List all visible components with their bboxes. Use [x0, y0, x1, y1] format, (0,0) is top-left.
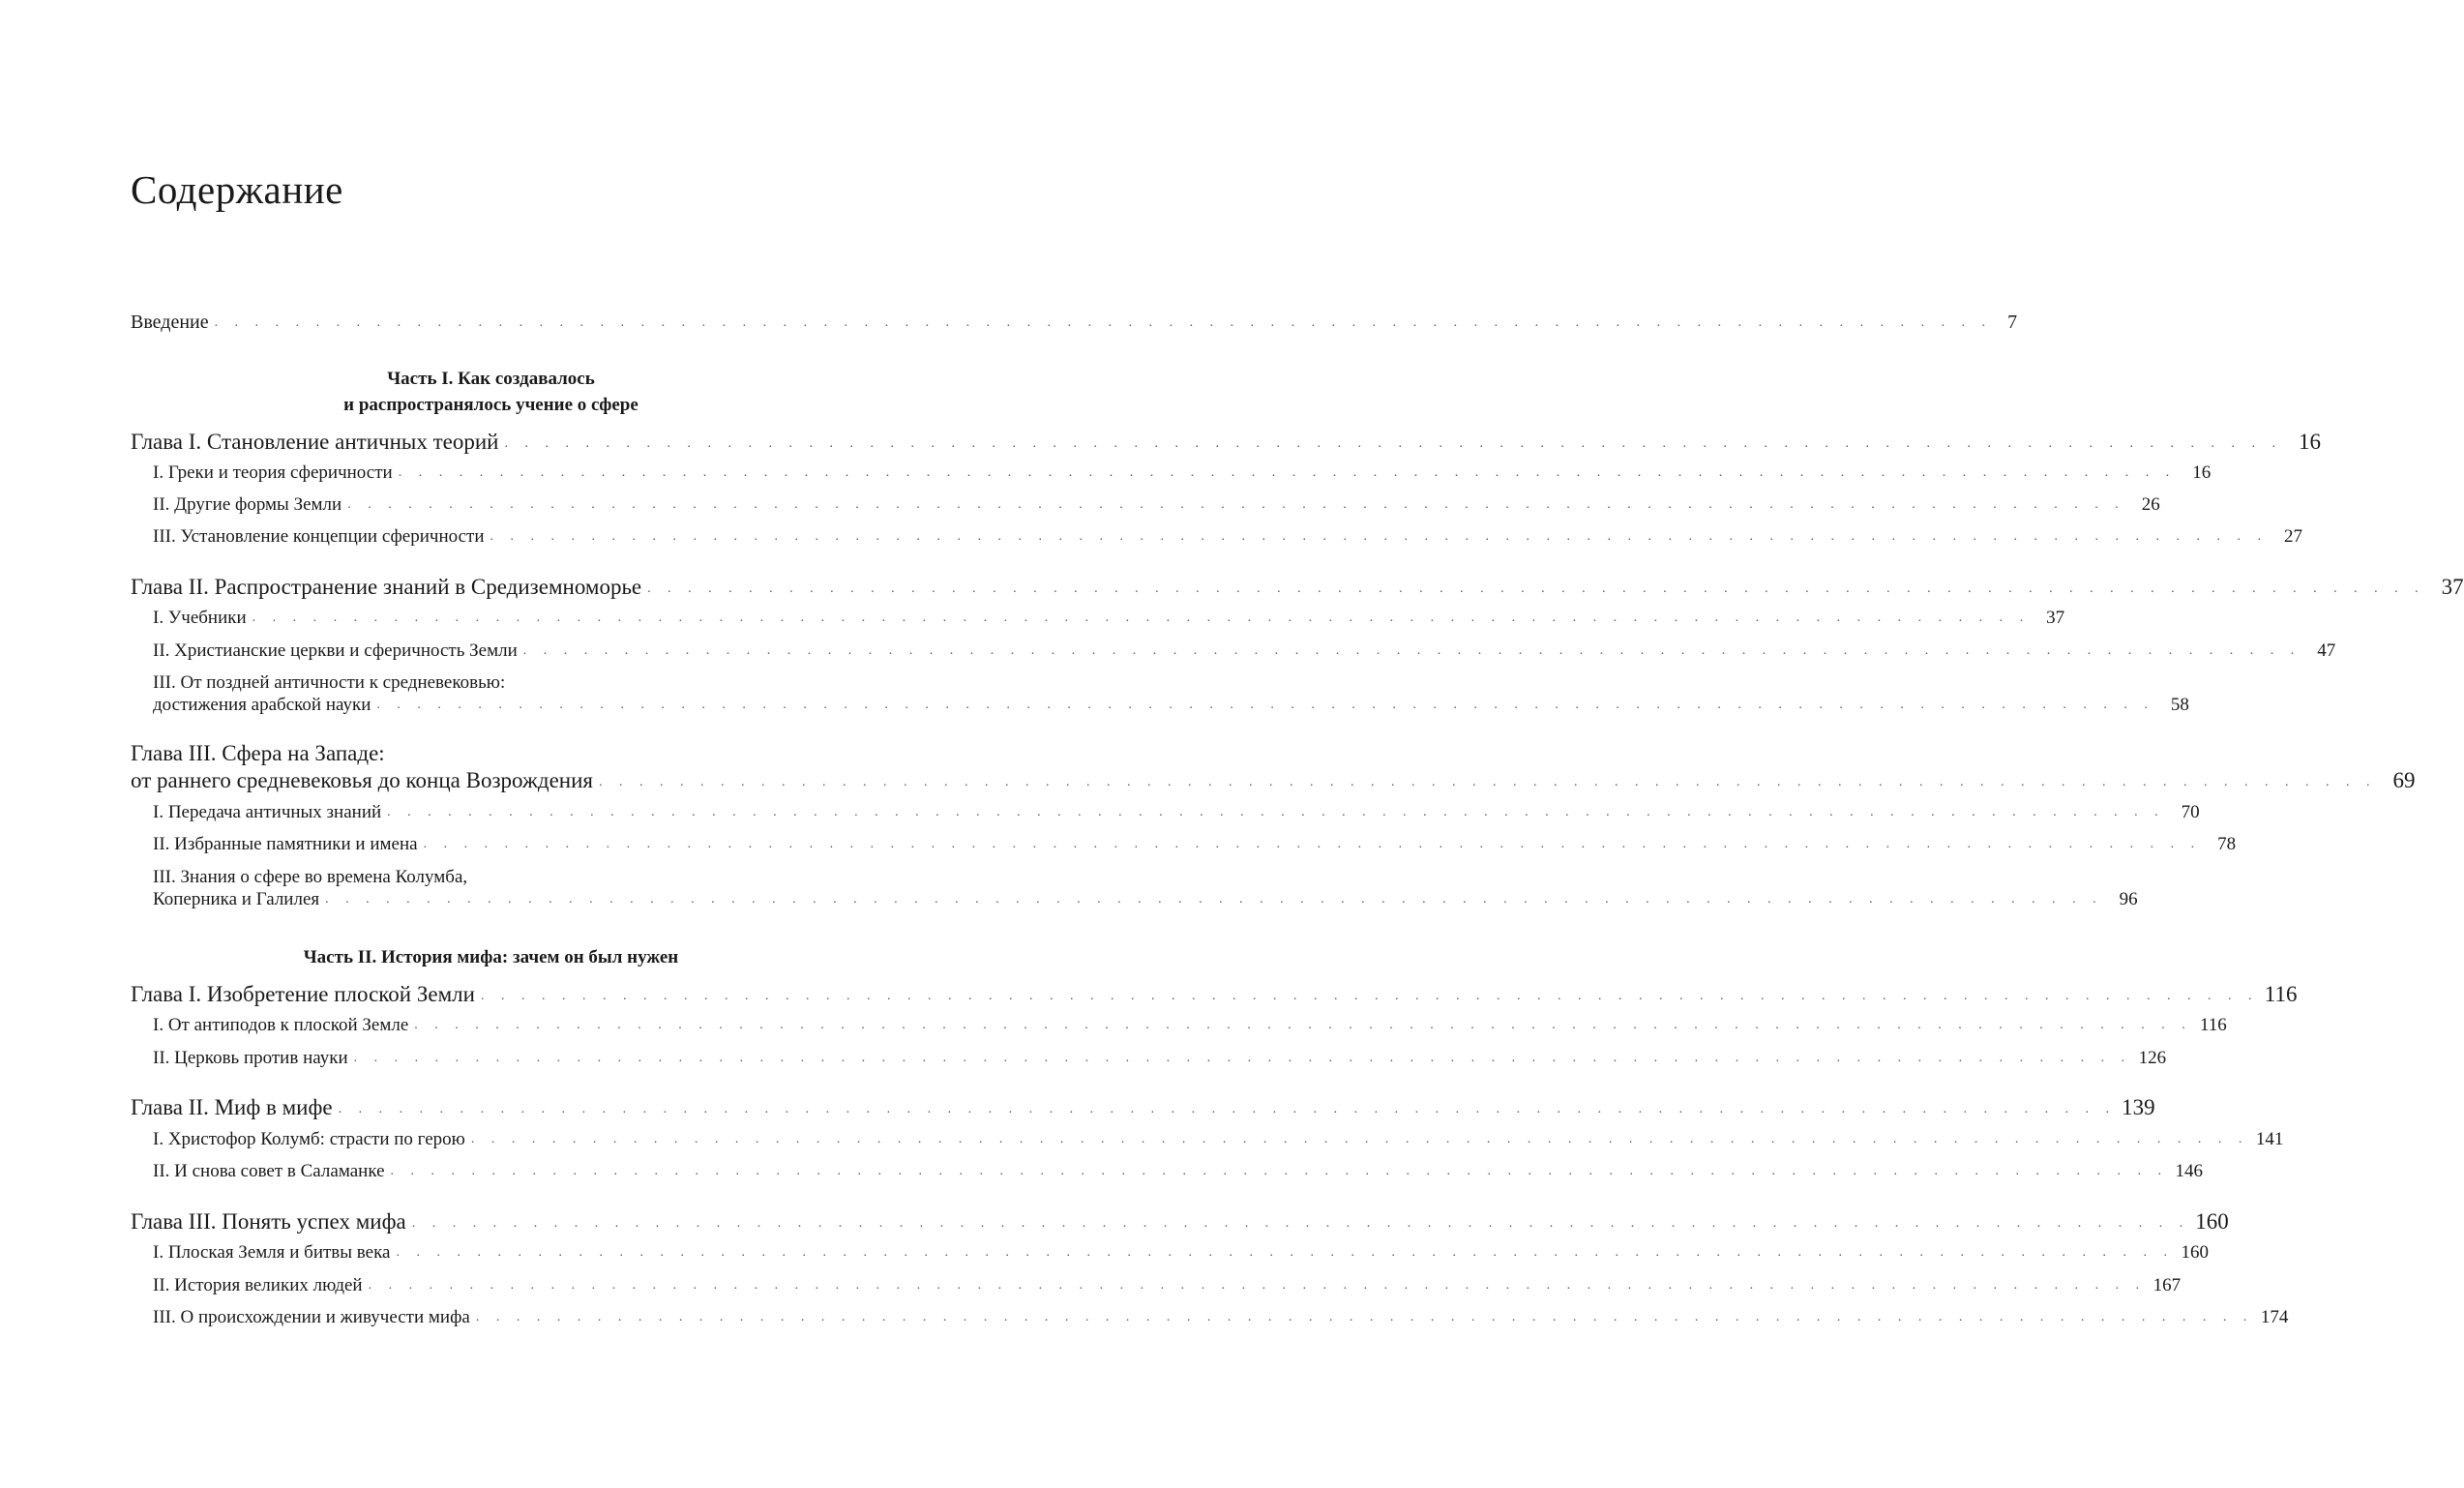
- toc-section[interactable]: [153, 1161, 2204, 1182]
- toc-section-label: I. От антиподов к плоской Земле: [153, 1015, 409, 1035]
- toc-page-number: 26: [2141, 494, 2160, 515]
- toc-section-label: I. Передача античных знаний: [153, 802, 382, 822]
- toc-chapter-label-line[interactable]: Глава III. Сфера на Западе:: [131, 741, 385, 765]
- toc-section-label: Коперника и Галилея: [153, 889, 320, 909]
- dot-leader: . . . . . . . . . . . . . . . . . . . . . . . . . . . . . . . . . . . . . . . . . . . . . . . . . . . . . . . . . . . . . . . . . . . . . . . . . . . . . . . . . . . . . . . .: [522, 643, 2301, 658]
- toc-chapter[interactable]: [131, 1095, 2155, 1120]
- toc-page-number: 69: [2392, 768, 2416, 792]
- toc-section-label-line[interactable]: III. От поздней античности к средневековью:: [153, 672, 506, 693]
- toc-chapter[interactable]: [131, 430, 2321, 455]
- toc-entry-intro[interactable]: [131, 312, 2018, 334]
- part-heading-line: Часть I. Как создавалось: [387, 369, 595, 389]
- toc-page-number: 126: [2138, 1048, 2167, 1068]
- dot-leader: . . . . . . . . . . . . . . . . . . . . . . . . . . . . . . . . . . . . . . . . . . . . . . . . . . . . . . . . . . . . . . . . . . . . . . . . . . . . . . . . . . . . . . . .: [376, 698, 2154, 712]
- dot-leader: . . . . . . . . . . . . . . . . . . . . . . . . . . . . . . . . . . . . . . . . . . . . . . . . . . . . . . . . . . . . . . . . . . . . . . . . . . . . . . . . . . . . . . . .: [598, 775, 2377, 789]
- toc-section-label: I. Учебники: [153, 608, 247, 628]
- toc-page-number: 37: [2046, 608, 2065, 628]
- dot-leader: . . . . . . . . . . . . . . . . . . . . . . . . . . . . . . . . . . . . . . . . . . . . . . . . . . . . . . . . . . . . . . . . . . . . . . . . . . . . . . . . . . . . . . . .: [411, 1216, 2190, 1231]
- toc-section[interactable]: [153, 526, 2303, 548]
- toc-section-label: II. Другие формы Земли: [153, 494, 342, 515]
- toc-section[interactable]: [153, 1275, 2182, 1296]
- toc-page-number: 160: [2195, 1209, 2229, 1234]
- toc-chapter-label: Глава I. Изобретение плоской Земли: [131, 982, 475, 1006]
- toc-page-number: 37: [2441, 575, 2464, 599]
- dot-leader: . . . . . . . . . . . . . . . . . . . . . . . . . . . . . . . . . . . . . . . . . . . . . . . . . . . . . . . . . . . . . . . . . . . . . . . . . . . . . . . . . . . . . . . .: [504, 436, 2282, 451]
- part-heading: [131, 366, 851, 418]
- toc-chapter-label: от раннего средневековья до конца Возрождения: [131, 768, 593, 792]
- toc-page-number: 78: [2217, 834, 2237, 854]
- toc-chapter-label: Глава II. Миф в мифе: [131, 1095, 333, 1119]
- toc-page-number: 96: [2119, 889, 2138, 909]
- page-title: Содержание: [131, 167, 343, 212]
- toc-page-number: 16: [2298, 430, 2321, 454]
- toc-page-number: 47: [2317, 640, 2336, 661]
- toc-section-label: III. Установление концепции сферичности: [153, 526, 485, 547]
- dot-leader: . . . . . . . . . . . . . . . . . . . . . . . . . . . . . . . . . . . . . . . . . . . . . . . . . . . . . . . . . . . . . . . . . . . . . . . . . . . . . . . . . . . . . . . .: [353, 1051, 2132, 1065]
- toc-page-number: 167: [2152, 1275, 2182, 1295]
- toc-page-number: 116: [2200, 1015, 2227, 1035]
- part-heading-line: Часть II. История мифа: зачем он был нужен: [303, 947, 679, 967]
- toc-section-label-line[interactable]: III. Знания о сфере во времена Колумба,: [153, 867, 468, 887]
- toc-section[interactable]: [153, 1242, 2209, 1264]
- dot-leader: . . . . . . . . . . . . . . . . . . . . . . . . . . . . . . . . . . . . . . . . . . . . . . . . . . . . . . . . . . . . . . . . . . . . . . . . . . . . . . . . . . . . . . . .: [390, 1164, 2169, 1178]
- toc-chapter[interactable]: [131, 575, 2464, 600]
- toc-page-number: 7: [2007, 312, 2018, 333]
- dot-leader: . . . . . . . . . . . . . . . . . . . . . . . . . . . . . . . . . . . . . . . . . . . . . . . . . . . . . . . . . . . . . . . . . . . . . . . . . . . . . . . . . . . . . . . .: [423, 837, 2202, 851]
- toc-page-number: 146: [2175, 1161, 2204, 1181]
- toc-section[interactable]: [153, 462, 2212, 484]
- toc-chapter[interactable]: [131, 768, 2416, 793]
- toc-section[interactable]: [153, 608, 2065, 629]
- toc-chapter-label: Глава III. Понять успех мифа: [131, 1209, 406, 1234]
- dot-leader: . . . . . . . . . . . . . . . . . . . . . . . . . . . . . . . . . . . . . . . . . . . . . . . . . . . . . . . . . . . . . . . . . . . . . . . . . . . . . . . . . . . . . . . .: [647, 581, 2425, 596]
- dot-leader: . . . . . . . . . . . . . . . . . . . . . . . . . . . . . . . . . . . . . . . . . . . . . . . . . . . . . . . . . . . . . . . . . . . . . . . . . . . . . . . . . . . . . . . .: [214, 315, 1993, 330]
- toc-section-label: I. Греки и теория сферичности: [153, 462, 393, 483]
- toc-chapter[interactable]: [131, 1209, 2229, 1235]
- toc-page-number: 27: [2284, 526, 2303, 547]
- toc-section-label: достижения арабской науки: [153, 695, 371, 715]
- toc-chapter-label: Глава II. Распространение знаний в Средиземноморье: [131, 575, 642, 599]
- toc-section-label: I. Плоская Земля и битвы века: [153, 1242, 391, 1263]
- toc-section[interactable]: [153, 494, 2160, 516]
- toc-section-label: II. Избранные памятники и имена: [153, 834, 418, 854]
- toc-section[interactable]: [153, 889, 2138, 910]
- dot-leader: . . . . . . . . . . . . . . . . . . . . . . . . . . . . . . . . . . . . . . . . . . . . . . . . . . . . . . . . . . . . . . . . . . . . . . . . . . . . . . . . . . . . . . . .: [347, 497, 2125, 512]
- toc-section-label: II. И снова совет в Саламанке: [153, 1161, 385, 1181]
- toc-section[interactable]: [153, 695, 2189, 716]
- toc-page-number: 58: [2170, 695, 2189, 715]
- toc-page-number: 141: [2255, 1129, 2284, 1149]
- toc-section[interactable]: [153, 1015, 2227, 1036]
- toc-section[interactable]: [153, 1129, 2284, 1150]
- part-heading: [131, 944, 851, 970]
- toc-page-number: 139: [2122, 1095, 2155, 1119]
- toc-chapter-label: Глава I. Становление античных теорий: [131, 430, 499, 454]
- toc-section[interactable]: [153, 1307, 2289, 1328]
- toc-section-label: II. Христианские церкви и сферичность Земли: [153, 640, 518, 661]
- dot-leader: . . . . . . . . . . . . . . . . . . . . . . . . . . . . . . . . . . . . . . . . . . . . . . . . . . . . . . . . . . . . . . . . . . . . . . . . . . . . . . . . . . . . . . . .: [338, 1102, 2117, 1116]
- toc-section-label: III. О происхождении и живучести мифа: [153, 1307, 470, 1327]
- dot-leader: . . . . . . . . . . . . . . . . . . . . . . . . . . . . . . . . . . . . . . . . . . . . . . . . . . . . . . . . . . . . . . . . . . . . . . . . . . . . . . . . . . . . . . . .: [387, 805, 2165, 819]
- dot-leader: . . . . . . . . . . . . . . . . . . . . . . . . . . . . . . . . . . . . . . . . . . . . . . . . . . . . . . . . . . . . . . . . . . . . . . . . . . . . . . . . . . . . . . . .: [396, 1245, 2174, 1260]
- toc-page-number: 16: [2192, 462, 2212, 483]
- dot-leader: . . . . . . . . . . . . . . . . . . . . . . . . . . . . . . . . . . . . . . . . . . . . . . . . . . . . . . . . . . . . . . . . . . . . . . . . . . . . . . . . . . . . . . . .: [480, 989, 2259, 1003]
- toc-section[interactable]: [153, 640, 2336, 662]
- toc-page-number: 174: [2260, 1307, 2289, 1327]
- dot-leader: . . . . . . . . . . . . . . . . . . . . . . . . . . . . . . . . . . . . . . . . . . . . . . . . . . . . . . . . . . . . . . . . . . . . . . . . . . . . . . . . . . . . . . . .: [414, 1018, 2192, 1032]
- toc-section[interactable]: [153, 1048, 2167, 1069]
- part-heading-line: и распространялось учение о сфере: [343, 395, 638, 415]
- toc-section[interactable]: [153, 802, 2200, 823]
- toc-section-label: I. Христофор Колумб: страсти по герою: [153, 1129, 465, 1149]
- toc-page-number: 116: [2264, 982, 2298, 1006]
- toc-entry-label: Введение: [131, 312, 209, 333]
- dot-leader: . . . . . . . . . . . . . . . . . . . . . . . . . . . . . . . . . . . . . . . . . . . . . . . . . . . . . . . . . . . . . . . . . . . . . . . . . . . . . . . . . . . . . . . .: [475, 1310, 2254, 1324]
- toc-page-number: 160: [2181, 1242, 2209, 1263]
- dot-leader: . . . . . . . . . . . . . . . . . . . . . . . . . . . . . . . . . . . . . . . . . . . . . . . . . . . . . . . . . . . . . . . . . . . . . . . . . . . . . . . . . . . . . . . .: [368, 1278, 2147, 1293]
- dot-leader: . . . . . . . . . . . . . . . . . . . . . . . . . . . . . . . . . . . . . . . . . . . . . . . . . . . . . . . . . . . . . . . . . . . . . . . . . . . . . . . . . . . . . . . .: [470, 1132, 2249, 1146]
- dot-leader: . . . . . . . . . . . . . . . . . . . . . . . . . . . . . . . . . . . . . . . . . . . . . . . . . . . . . . . . . . . . . . . . . . . . . . . . . . . . . . . . . . . . . . . .: [325, 892, 2103, 907]
- toc-section[interactable]: [153, 834, 2237, 855]
- toc-section-label: II. Церковь против науки: [153, 1048, 348, 1068]
- toc-section-label: II. История великих людей: [153, 1275, 363, 1295]
- dot-leader: . . . . . . . . . . . . . . . . . . . . . . . . . . . . . . . . . . . . . . . . . . . . . . . . . . . . . . . . . . . . . . . . . . . . . . . . . . . . . . . . . . . . . . . .: [252, 610, 2031, 625]
- toc-chapter[interactable]: [131, 982, 2298, 1007]
- dot-leader: . . . . . . . . . . . . . . . . . . . . . . . . . . . . . . . . . . . . . . . . . . . . . . . . . . . . . . . . . . . . . . . . . . . . . . . . . . . . . . . . . . . . . . . .: [398, 465, 2177, 480]
- dot-leader: . . . . . . . . . . . . . . . . . . . . . . . . . . . . . . . . . . . . . . . . . . . . . . . . . . . . . . . . . . . . . . . . . . . . . . . . . . . . . . . . . . . . . . . .: [490, 529, 2269, 544]
- toc-page-number: 70: [2181, 802, 2200, 822]
